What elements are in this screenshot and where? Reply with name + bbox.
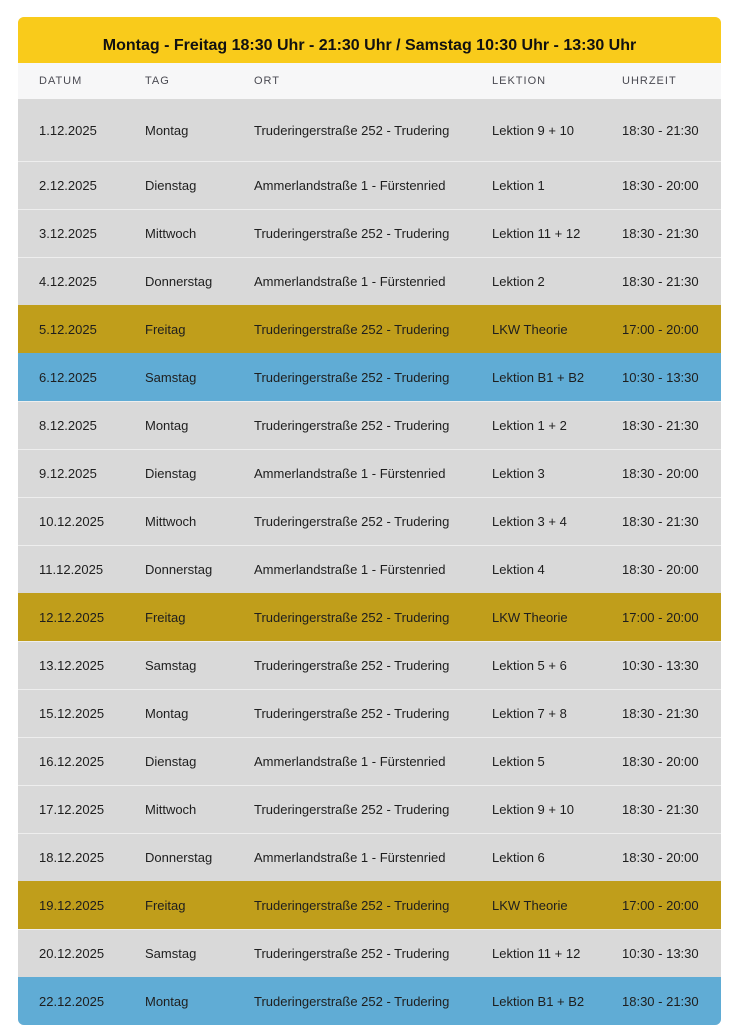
cell-ort: Truderingerstraße 252 - Trudering xyxy=(254,210,492,258)
cell-uhrzeit: 18:30 - 21:30 xyxy=(622,402,721,450)
cell-datum: 19.12.2025 xyxy=(18,882,145,930)
cell-datum: 5.12.2025 xyxy=(18,306,145,354)
cell-tag: Samstag xyxy=(145,354,254,402)
cell-uhrzeit: 18:30 - 21:30 xyxy=(622,210,721,258)
cell-tag: Montag xyxy=(145,978,254,1025)
table-row xyxy=(18,978,721,1025)
cell-tag: Donnerstag xyxy=(145,834,254,882)
cell-tag: Mittwoch xyxy=(145,498,254,546)
column-header-lektion: LEKTION xyxy=(492,63,622,99)
table-row xyxy=(18,642,721,690)
cell-lektion: Lektion 5 xyxy=(492,738,622,786)
cell-ort: Truderingerstraße 252 - Trudering xyxy=(254,978,492,1025)
cell-ort: Ammerlandstraße 1 - Fürstenried xyxy=(254,546,492,594)
cell-uhrzeit: 18:30 - 20:00 xyxy=(622,450,721,498)
cell-lektion: Lektion 5 + 6 xyxy=(492,642,622,690)
cell-ort: Truderingerstraße 252 - Trudering xyxy=(254,354,492,402)
cell-uhrzeit: 10:30 - 13:30 xyxy=(622,354,721,402)
cell-lektion: Lektion 7 + 8 xyxy=(492,690,622,738)
cell-tag: Samstag xyxy=(145,930,254,978)
table-row xyxy=(18,834,721,882)
cell-datum: 17.12.2025 xyxy=(18,786,145,834)
cell-datum: 10.12.2025 xyxy=(18,498,145,546)
cell-ort: Ammerlandstraße 1 - Fürstenried xyxy=(254,450,492,498)
table-body xyxy=(18,99,721,1025)
cell-datum: 3.12.2025 xyxy=(18,210,145,258)
column-header-uhrzeit: UHRZEIT xyxy=(622,63,721,99)
cell-datum: 13.12.2025 xyxy=(18,642,145,690)
cell-ort: Ammerlandstraße 1 - Fürstenried xyxy=(254,834,492,882)
cell-datum: 4.12.2025 xyxy=(18,258,145,306)
table-row xyxy=(18,594,721,642)
cell-uhrzeit: 17:00 - 20:00 xyxy=(622,882,721,930)
cell-datum: 16.12.2025 xyxy=(18,738,145,786)
cell-datum: 12.12.2025 xyxy=(18,594,145,642)
cell-uhrzeit: 18:30 - 20:00 xyxy=(622,834,721,882)
cell-lektion: Lektion 6 xyxy=(492,834,622,882)
cell-datum: 8.12.2025 xyxy=(18,402,145,450)
cell-uhrzeit: 10:30 - 13:30 xyxy=(622,930,721,978)
cell-lektion: Lektion 1 + 2 xyxy=(492,402,622,450)
cell-tag: Montag xyxy=(145,690,254,738)
cell-ort: Truderingerstraße 252 - Trudering xyxy=(254,306,492,354)
cell-ort: Truderingerstraße 252 - Trudering xyxy=(254,99,492,162)
cell-ort: Truderingerstraße 252 - Trudering xyxy=(254,642,492,690)
column-header-tag: TAG xyxy=(145,63,254,99)
cell-lektion: Lektion 4 xyxy=(492,546,622,594)
cell-ort: Truderingerstraße 252 - Trudering xyxy=(254,786,492,834)
cell-lektion: Lektion B1 + B2 xyxy=(492,978,622,1025)
table-row xyxy=(18,402,721,450)
cell-lektion: Lektion 11 + 12 xyxy=(492,210,622,258)
cell-uhrzeit: 10:30 - 13:30 xyxy=(622,642,721,690)
cell-ort: Truderingerstraße 252 - Trudering xyxy=(254,594,492,642)
table-row xyxy=(18,498,721,546)
cell-uhrzeit: 18:30 - 20:00 xyxy=(622,546,721,594)
cell-lektion: LKW Theorie xyxy=(492,882,622,930)
schedule-table-card xyxy=(18,17,721,1025)
table-row xyxy=(18,450,721,498)
cell-uhrzeit: 17:00 - 20:00 xyxy=(622,306,721,354)
cell-uhrzeit: 18:30 - 21:30 xyxy=(622,99,721,162)
banner-title: Montag - Freitag 18:30 Uhr - 21:30 Uhr / Samstag 10:30 Uhr - 13:30 Uhr xyxy=(103,37,636,55)
cell-datum: 2.12.2025 xyxy=(18,162,145,210)
cell-tag: Mittwoch xyxy=(145,786,254,834)
cell-lektion: Lektion 3 xyxy=(492,450,622,498)
table-row xyxy=(18,306,721,354)
cell-ort: Ammerlandstraße 1 - Fürstenried xyxy=(254,738,492,786)
cell-ort: Truderingerstraße 252 - Trudering xyxy=(254,402,492,450)
column-header-ort: ORT xyxy=(254,63,492,99)
cell-lektion: Lektion B1 + B2 xyxy=(492,354,622,402)
cell-lektion: Lektion 11 + 12 xyxy=(492,930,622,978)
cell-ort: Truderingerstraße 252 - Trudering xyxy=(254,882,492,930)
cell-datum: 18.12.2025 xyxy=(18,834,145,882)
table-row xyxy=(18,882,721,930)
cell-datum: 6.12.2025 xyxy=(18,354,145,402)
cell-lektion: Lektion 9 + 10 xyxy=(492,99,622,162)
table-row xyxy=(18,546,721,594)
cell-uhrzeit: 18:30 - 21:30 xyxy=(622,978,721,1025)
cell-tag: Donnerstag xyxy=(145,258,254,306)
table-row xyxy=(18,930,721,978)
cell-uhrzeit: 18:30 - 21:30 xyxy=(622,498,721,546)
cell-datum: 20.12.2025 xyxy=(18,930,145,978)
cell-ort: Ammerlandstraße 1 - Fürstenried xyxy=(254,162,492,210)
cell-datum: 1.12.2025 xyxy=(18,99,145,162)
cell-lektion: Lektion 1 xyxy=(492,162,622,210)
cell-datum: 9.12.2025 xyxy=(18,450,145,498)
cell-tag: Freitag xyxy=(145,306,254,354)
cell-ort: Truderingerstraße 252 - Trudering xyxy=(254,498,492,546)
cell-uhrzeit: 18:30 - 21:30 xyxy=(622,690,721,738)
cell-tag: Dienstag xyxy=(145,162,254,210)
cell-tag: Freitag xyxy=(145,882,254,930)
table-row xyxy=(18,162,721,210)
cell-lektion: LKW Theorie xyxy=(492,306,622,354)
cell-tag: Samstag xyxy=(145,642,254,690)
column-header-datum: DATUM xyxy=(18,63,145,99)
cell-uhrzeit: 18:30 - 20:00 xyxy=(622,738,721,786)
cell-lektion: Lektion 3 + 4 xyxy=(492,498,622,546)
cell-tag: Mittwoch xyxy=(145,210,254,258)
table-row xyxy=(18,99,721,162)
cell-tag: Donnerstag xyxy=(145,546,254,594)
cell-uhrzeit: 18:30 - 20:00 xyxy=(622,162,721,210)
cell-ort: Ammerlandstraße 1 - Fürstenried xyxy=(254,258,492,306)
cell-datum: 11.12.2025 xyxy=(18,546,145,594)
cell-datum: 15.12.2025 xyxy=(18,690,145,738)
cell-uhrzeit: 17:00 - 20:00 xyxy=(622,594,721,642)
cell-datum: 22.12.2025 xyxy=(18,978,145,1025)
cell-ort: Truderingerstraße 252 - Trudering xyxy=(254,690,492,738)
table-row xyxy=(18,690,721,738)
cell-tag: Dienstag xyxy=(145,450,254,498)
table-row xyxy=(18,354,721,402)
cell-tag: Dienstag xyxy=(145,738,254,786)
cell-ort: Truderingerstraße 252 - Trudering xyxy=(254,930,492,978)
cell-tag: Montag xyxy=(145,402,254,450)
table-row xyxy=(18,210,721,258)
schedule-table xyxy=(18,63,721,1025)
cell-lektion: LKW Theorie xyxy=(492,594,622,642)
table-row xyxy=(18,786,721,834)
cell-uhrzeit: 18:30 - 21:30 xyxy=(622,258,721,306)
cell-uhrzeit: 18:30 - 21:30 xyxy=(622,786,721,834)
cell-lektion: Lektion 2 xyxy=(492,258,622,306)
cell-tag: Freitag xyxy=(145,594,254,642)
schedule-banner xyxy=(18,17,721,63)
table-row xyxy=(18,258,721,306)
cell-tag: Montag xyxy=(145,99,254,162)
cell-lektion: Lektion 9 + 10 xyxy=(492,786,622,834)
table-header-row xyxy=(18,63,721,99)
table-row xyxy=(18,738,721,786)
